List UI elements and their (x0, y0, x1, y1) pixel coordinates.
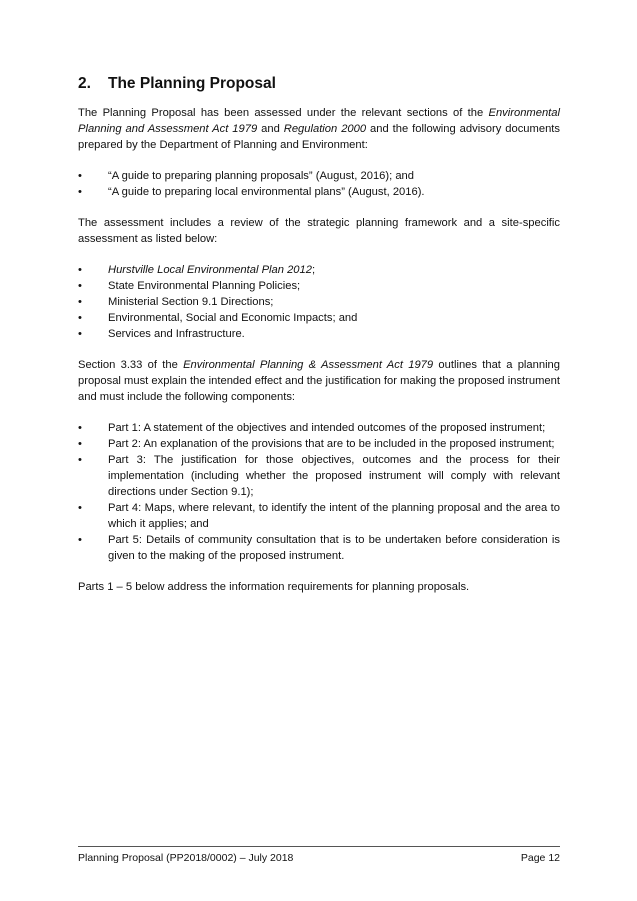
section-number: 2. (78, 75, 91, 92)
section-heading (78, 74, 560, 94)
assessment-item-sepp: State Environmental Planning Policies; (108, 280, 301, 292)
assessment-item-services: Services and Infrastructure. (108, 328, 245, 340)
guide-item-2: “A guide to preparing local environmental plans” (August, 2016). (108, 186, 425, 198)
bullet: • (78, 422, 82, 434)
list-item (78, 326, 560, 342)
footer-document-title: Planning Proposal (PP2018/0002) – July 2018 (78, 852, 294, 864)
bullet: • (78, 186, 82, 198)
part-2-item: Part 2: An explanation of the provisions that are to be included in the proposed instrument; (108, 438, 555, 450)
assessment-paragraph: The assessment includes a review of the strategic planning framework and a site-specific assessment as listed below: (78, 217, 560, 245)
assessment-list (78, 262, 560, 342)
intro-text-3: and the following advisory documents prepared by the Department of Planning and Environment: (78, 123, 560, 151)
guides-list (78, 168, 560, 200)
bullet: • (78, 438, 82, 450)
bullet: • (78, 264, 82, 276)
footer-page-number: Page 12 (520, 852, 560, 864)
assessment-item-directions: Ministerial Section 9.1 Directions; (108, 296, 274, 308)
list-item (78, 436, 560, 452)
section-333-act-name: Environmental Planning & Assessment Act 1979 (183, 359, 434, 371)
assessment-item-impacts: Environmental, Social and Economic Impacts; and (108, 312, 358, 324)
page-content (78, 74, 560, 595)
list-item (78, 184, 560, 200)
bullet: • (78, 454, 82, 466)
list-item (78, 168, 560, 184)
lep-suffix: ; (311, 264, 316, 276)
closing-paragraph: Parts 1 – 5 below address the information requirements for planning proposals. (78, 581, 470, 593)
bullet: • (78, 280, 82, 292)
section-333-paragraph (78, 357, 560, 405)
part-1-item: Part 1: A statement of the objectives and intended outcomes of the proposed instrument; (108, 422, 546, 434)
list-item (78, 452, 560, 500)
parts-list (78, 420, 560, 564)
section-title: The Planning Proposal (108, 75, 276, 92)
list-item (78, 310, 560, 326)
intro-regulation-name: Regulation 2000 (283, 123, 367, 135)
list-item (78, 278, 560, 294)
bullet: • (78, 534, 82, 546)
intro-text-2: and (257, 123, 284, 135)
bullet: • (78, 296, 82, 308)
bullet: • (78, 328, 82, 340)
intro-act-name: Environmental Planning and Assessment Act 1979 (78, 107, 560, 135)
section-333-text-2: outlines that a planning proposal must explain the intended effect and the justification for making the proposed instrument and must include the following components: (78, 359, 560, 403)
part-3-item: Part 3: The justification for those objectives, outcomes and the process for their implementation (including whether the proposed instrument will comply with relevant directions under Section 9.1); (108, 454, 560, 498)
list-item (78, 262, 560, 278)
guide-item-1: “A guide to preparing planning proposals” (August, 2016); and (108, 170, 414, 182)
page-footer (78, 846, 560, 865)
bullet: • (78, 502, 82, 514)
part-5-item: Part 5: Details of community consultation that is to be undertaken before consideration is given to the making of the proposed instrument. (108, 534, 560, 562)
list-item (78, 294, 560, 310)
list-item (78, 500, 560, 532)
assessment-item-lep (108, 262, 560, 278)
list-item (78, 420, 560, 436)
list-item (78, 532, 560, 564)
bullet: • (78, 170, 82, 182)
intro-text-1: The Planning Proposal has been assessed under the relevant sections of the (78, 107, 489, 119)
section-333-text-1: Section 3.33 of the (78, 359, 184, 371)
bullet: • (78, 312, 82, 324)
intro-paragraph (78, 105, 560, 153)
lep-name: Hurstville Local Environmental Plan 2012 (108, 264, 312, 276)
part-4-item: Part 4: Maps, where relevant, to identify the intent of the planning proposal and the area to which it applies; and (108, 502, 560, 530)
